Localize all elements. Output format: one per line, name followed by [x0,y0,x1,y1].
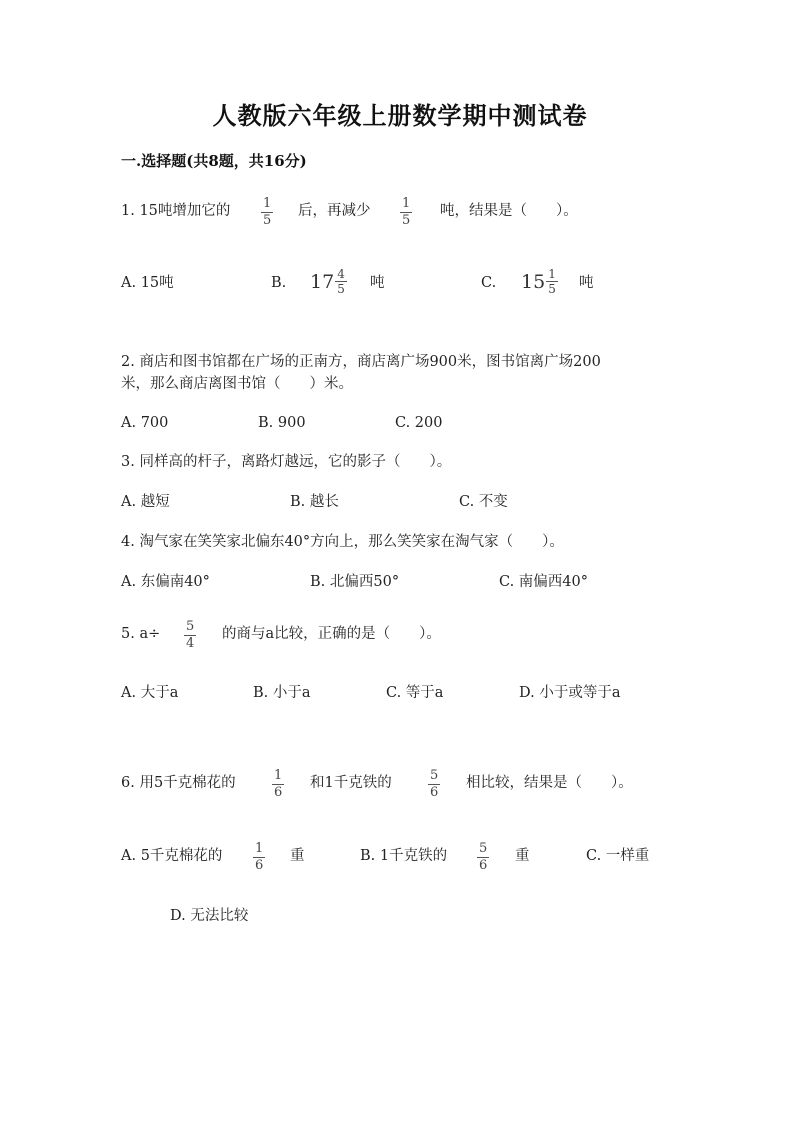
page-title: 人教版六年级上册数学期中测试卷 [212,101,588,130]
q1-fraction-2-numerator: 1 [402,196,411,211]
q2-option-c[interactable]: C. 200 [395,415,443,431]
q6-option-b-unit: 重 [515,848,530,864]
q4-option-a[interactable]: A. 东偏南40° [121,574,210,590]
q2-text-line1: 2. 商店和图书馆都在广场的正南方，商店离广场900米，图书馆离广场200 [121,354,601,370]
q1-option-c-label[interactable]: C. [481,275,497,291]
q1-option-c-fraction [546,268,558,295]
q5-option-c[interactable]: C. 等于a [386,685,444,701]
q3-option-a[interactable]: A. 越短 [121,494,170,510]
q2-option-a[interactable]: A. 700 [121,415,169,431]
q1-option-b-fraction [335,268,347,295]
q3-text: 3. 同样高的杆子，离路灯越远，它的影子（ ）。 [121,454,452,470]
q5-text-part2: 的商与a比较，正确的是（ ）。 [222,626,441,642]
q6-text-part1: 6. 用5千克棉花的 [121,775,236,791]
q4-option-c[interactable]: C. 南偏西40° [499,574,588,590]
q5-option-d[interactable]: D. 小于或等于a [519,685,621,701]
q1-fraction-2 [400,197,412,228]
q1-fraction-1-denominator: 5 [263,213,272,228]
q2-text-line2: 米，那么商店离图书馆（ ）米。 [121,376,353,392]
q1-text-part3: 吨，结果是（ ）。 [440,203,578,219]
q6-option-b-fraction [477,842,489,873]
q6-option-a-denominator: 6 [255,858,264,873]
q6-option-a-fraction [253,842,265,873]
q1-text-part1: 1. 15吨增加它的 [121,203,231,219]
q1-option-c-whole: 15 [521,270,546,293]
q6-fraction-1-denominator: 6 [274,785,283,800]
q1-fraction-1 [261,197,273,228]
q6-option-b-denominator: 6 [479,858,488,873]
q6-text-part3: 相比较，结果是（ ）。 [466,775,633,791]
q1-option-b-denominator: 5 [337,282,345,296]
q6-fraction-1-numerator: 1 [274,768,283,783]
q5-option-a[interactable]: A. 大于a [121,685,179,701]
q4-text: 4. 淘气家在笑笑家北偏东40°方向上，那么笑笑家在淘气家（ ）。 [121,534,564,550]
q1-option-b-whole: 17 [310,270,335,293]
q6-option-a-unit: 重 [290,848,305,864]
q1-text-part2: 后，再减少 [298,203,371,219]
q1-option-c-denominator: 5 [548,282,556,296]
q5-option-b[interactable]: B. 小于a [253,685,311,701]
q5-fraction-denominator: 4 [186,636,195,651]
q6-fraction-2 [428,769,440,800]
q1-option-a[interactable]: A. 15吨 [121,275,174,291]
q2-option-b[interactable]: B. 900 [258,415,306,431]
q1-option-b-mixed-number [310,268,347,295]
q1-fraction-1-numerator: 1 [263,196,272,211]
q5-fraction-numerator: 5 [186,619,195,634]
q6-fraction-1 [272,769,284,800]
q6-option-b-numerator: 5 [479,841,488,856]
q3-option-b[interactable]: B. 越长 [290,494,339,510]
q5-text-part1: 5. a÷ [121,626,161,642]
q1-option-b-numerator: 4 [337,267,345,281]
q6-option-d[interactable]: D. 无法比较 [170,908,249,924]
q3-option-c[interactable]: C. 不变 [459,494,508,510]
q6-option-a-numerator: 1 [255,841,264,856]
q4-option-b[interactable]: B. 北偏西50° [310,574,400,590]
q6-option-c[interactable]: C. 一样重 [586,848,650,864]
q1-option-c-unit: 吨 [579,275,594,291]
q1-option-c-numerator: 1 [548,267,556,281]
q6-option-a-label[interactable]: A. 5千克棉花的 [121,848,223,864]
q6-fraction-2-denominator: 6 [430,785,439,800]
q5-fraction [184,620,196,651]
q1-fraction-2-denominator: 5 [402,213,411,228]
q6-fraction-2-numerator: 5 [430,768,439,783]
q1-option-c-mixed-number [521,268,558,295]
q6-option-b-label[interactable]: B. 1千克铁的 [360,848,448,864]
q6-text-part2: 和1千克铁的 [310,775,392,791]
q1-option-b-label[interactable]: B. [271,275,287,291]
q1-option-b-unit: 吨 [370,275,385,291]
section-heading: 一.选择题(共8题，共16分) [121,152,307,170]
